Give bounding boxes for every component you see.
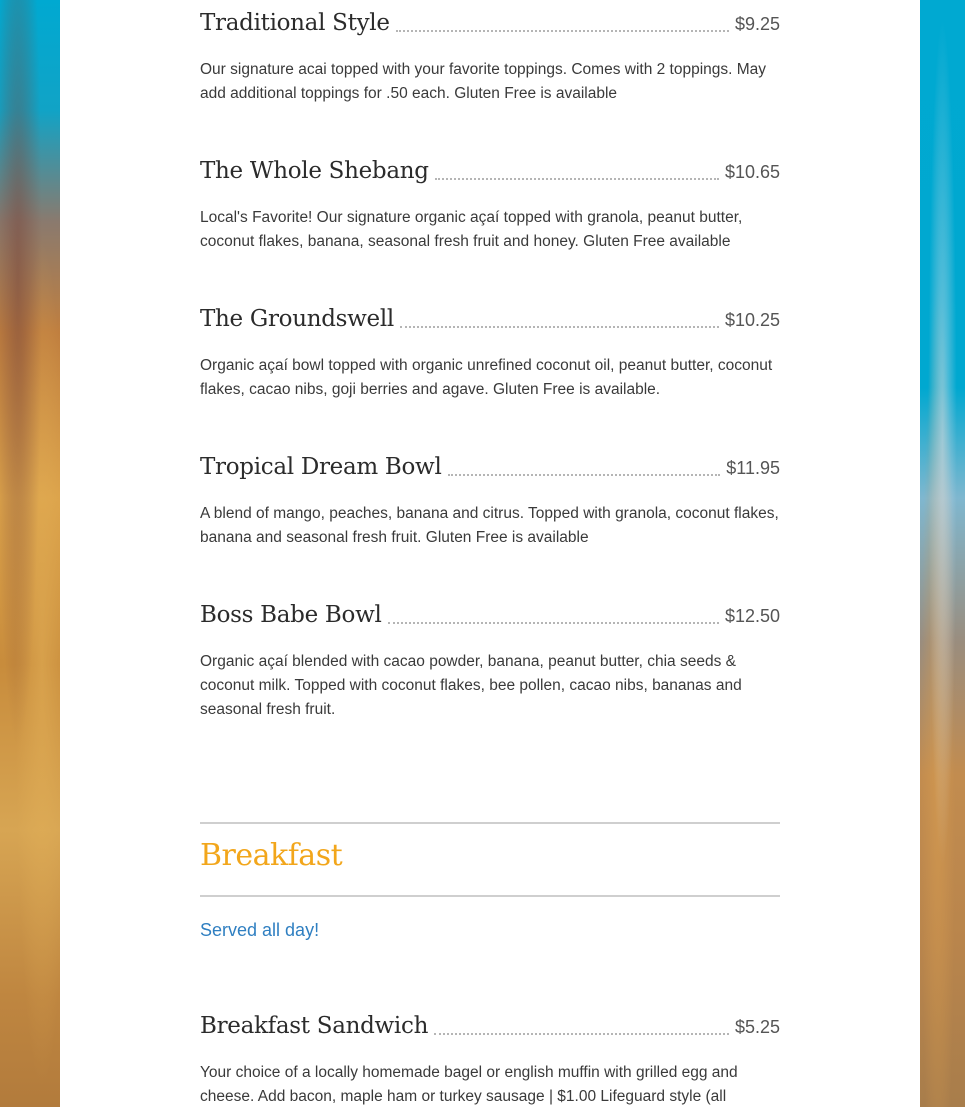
background-right bbox=[920, 0, 965, 1107]
menu-item-price: $9.25 bbox=[734, 14, 780, 34]
menu-item-description: Organic açaí bowl topped with organic unrefined coconut oil, peanut butter, coconut flakes, cacao nibs, goji berries and agave. Gluten Free is available. bbox=[200, 357, 773, 398]
menu-item bbox=[200, 602, 780, 722]
background-left bbox=[0, 0, 60, 1107]
menu-item bbox=[200, 10, 780, 106]
menu-item-header bbox=[200, 1013, 780, 1053]
menu-item-header bbox=[200, 454, 780, 494]
dotted-leader bbox=[396, 20, 729, 32]
menu-item-price: $11.95 bbox=[726, 458, 780, 478]
section-divider-top bbox=[200, 822, 780, 824]
section-subtitle: Served all day! bbox=[200, 920, 320, 940]
menu-item-description: Organic açaí blended with cacao powder, banana, peanut butter, chia seeds & coconut milk. Topped with coconut flakes, bee pollen, cacao nibs, bananas and seasonal fresh fruit. bbox=[200, 653, 742, 718]
section-divider-bottom bbox=[200, 895, 780, 897]
menu-item-header bbox=[200, 10, 780, 50]
menu-item-name: Traditional Style bbox=[200, 10, 390, 36]
menu-item-header bbox=[200, 158, 780, 198]
menu-item-description: Our signature acai topped with your favorite toppings. Comes with 2 toppings. May add additional toppings for .50 each. Gluten Free is available bbox=[200, 61, 767, 102]
menu-panel bbox=[60, 0, 920, 1107]
dotted-leader bbox=[400, 316, 719, 328]
menu-item bbox=[200, 306, 780, 402]
dotted-leader bbox=[448, 464, 721, 476]
menu-item-name: The Groundswell bbox=[200, 306, 394, 332]
menu-item-name: Tropical Dream Bowl bbox=[200, 454, 442, 480]
menu-item bbox=[200, 454, 780, 550]
menu-item-price: $10.65 bbox=[724, 162, 780, 182]
menu-item-description: A blend of mango, peaches, banana and citrus. Topped with granola, coconut flakes, banana and seasonal fresh fruit. Gluten Free is available bbox=[200, 505, 779, 546]
menu-item-name: The Whole Shebang bbox=[200, 158, 429, 184]
menu-item-name: Breakfast Sandwich bbox=[200, 1013, 429, 1039]
menu-item-header bbox=[200, 602, 780, 642]
menu-item bbox=[200, 158, 780, 254]
menu-item-price: $12.50 bbox=[724, 606, 780, 626]
menu-item-description: Local's Favorite! Our signature organic açaí topped with granola, peanut butter, coconut flakes, banana, seasonal fresh fruit and honey. Gluten Free available bbox=[200, 209, 743, 250]
menu-item-description: Your choice of a locally homemade bagel or english muffin with grilled egg and cheese. Add bacon, maple ham or turkey sausage | $1.00 Lifeguard style (all bbox=[200, 1064, 738, 1105]
menu-item-price: $5.25 bbox=[734, 1017, 780, 1037]
section-title: Breakfast bbox=[200, 838, 343, 873]
dotted-leader bbox=[435, 168, 719, 180]
menu-item-name: Boss Babe Bowl bbox=[200, 602, 382, 628]
menu-item bbox=[200, 1013, 780, 1107]
menu-item-header bbox=[200, 306, 780, 346]
dotted-leader bbox=[434, 1023, 729, 1035]
dotted-leader bbox=[388, 612, 719, 624]
menu-item-price: $10.25 bbox=[724, 310, 780, 330]
